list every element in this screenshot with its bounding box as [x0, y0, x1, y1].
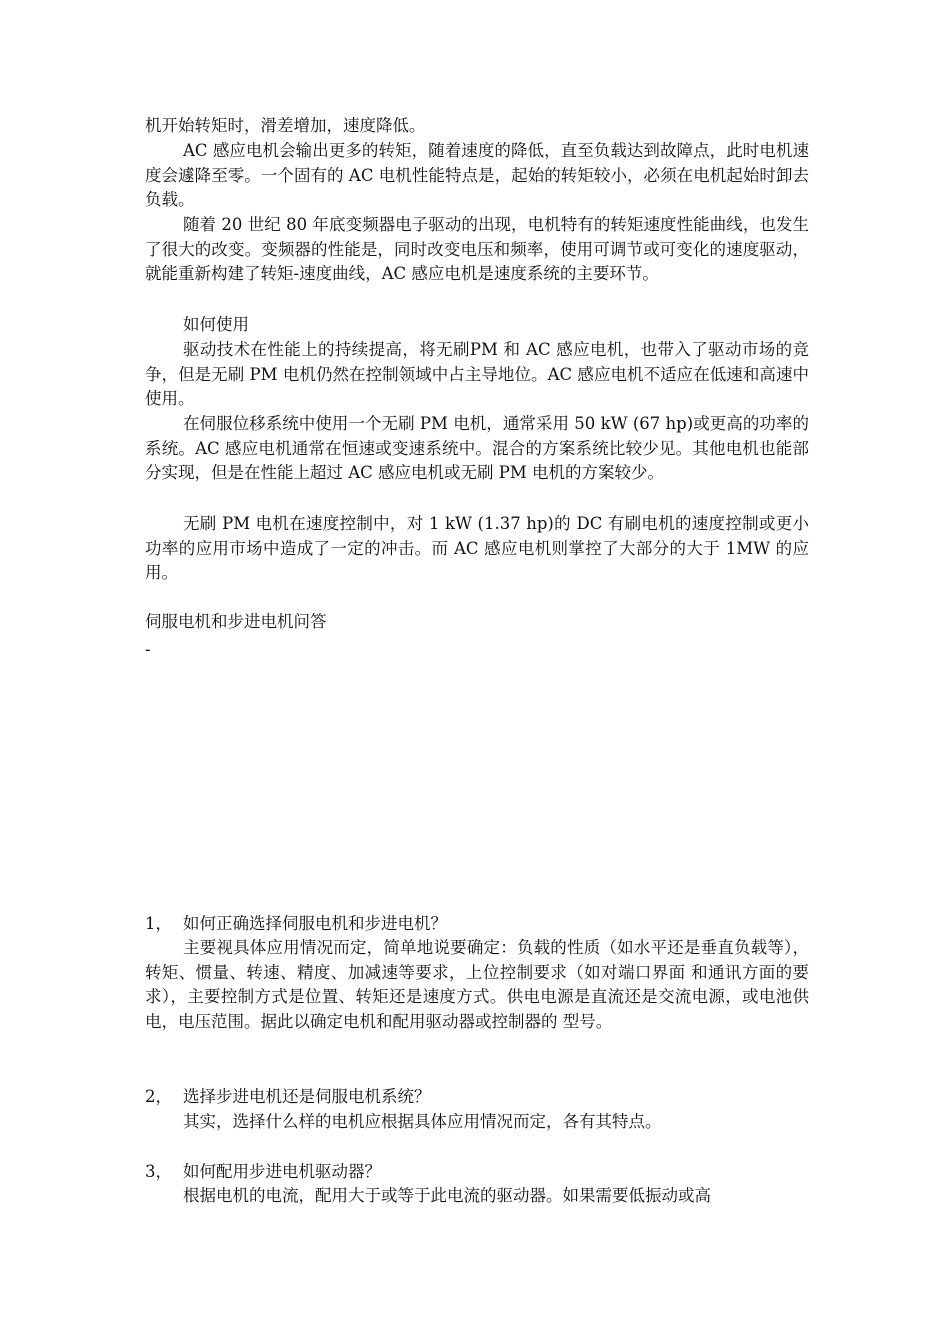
paragraph-vfd: 随着 20 世纪 80 年底变频器电子驱动的出现，电机特有的转矩速度性能曲线，也发生了很大的改变。变频器的性能是，同时改变电压和频率，使用可调节或可变化的速度驱动，就能重新构建了转矩-速度曲线，AC 感应电机是速度系统的主要环节。 [145, 215, 809, 283]
paragraph-drive-tech: 驱动技术在性能上的持续提高，将无刷PM 和 AC 感应电机，也带入了驱动市场的竞争，但是无刷 PM 电机仍然在控制领域中占主导地位。AC 感应电机不适应在低速和高速中使用。 [145, 340, 809, 408]
question-number: 1， [145, 914, 172, 933]
paragraph-ac-torque: AC 感应电机会输出更多的转矩，随着速度的降低，直至负载达到故障点，此时电机速度会遽降至零。一个固有的 AC 电机性能特点是，起始的转矩较小，必须在电机起始时卸去负载。 [145, 141, 809, 209]
section-title: 伺服电机和步进电机问答 [145, 612, 327, 631]
question-text: 选择步进电机还是伺服电机系统？ [183, 1087, 431, 1106]
answer-1: 主要视具体应用情况而定，简单地说要确定：负载的性质（如水平还是垂直负载等），转矩、惯量、转速、精度、加减速等要求，上位控制要求（如对端口界面 和通讯方面的要求），主要控制方式是位置、转矩还是速度方式。供电电源是直流还是交流电源，或电池供电，电压范围。据此以确定电机和配用驱动器或控制器的 型号。 [145, 938, 809, 1031]
question-3 [145, 1160, 809, 1184]
answer-2: 其实，选择什么样的电机应根据具体应用情况而定，各有其特点。 [183, 1112, 662, 1131]
question-2 [145, 1085, 809, 1109]
paragraph-servo-system: 在伺服位移系统中使用一个无刷 PM 电机，通常采用 50 kW (67 hp)或更高的功率的系统。AC 感应电机通常在恒速或变速系统中。混合的方案系统比较少见。其他电机也能部分实现，但是在性能上超过 AC 感应电机或无刷 PM 电机的方案较少。 [145, 414, 809, 482]
question-number: 3， [145, 1162, 172, 1181]
paragraph-speed-control: 无刷 PM 电机在速度控制中，对 1 kW (1.37 hp)的 DC 有刷电机的速度控制或更小功率的应用市场中造成了一定的冲击。而 AC 感应电机则掌控了大部分的大于 1MW 的应用。 [145, 514, 809, 582]
separator-dash: - [145, 640, 151, 659]
question-text: 如何配用步进电机驱动器？ [183, 1162, 381, 1181]
answer-3: 根据电机的电流，配用大于或等于此电流的驱动器。如果需要低振动或高 [183, 1186, 711, 1205]
paragraph-continuation: 机开始转矩时，滑差增加，速度降低。 [145, 116, 426, 135]
question-number: 2， [145, 1087, 172, 1106]
subheading-usage: 如何使用 [183, 315, 249, 334]
question-1 [145, 912, 809, 936]
question-text: 如何正确选择伺服电机和步进电机？ [183, 914, 447, 933]
